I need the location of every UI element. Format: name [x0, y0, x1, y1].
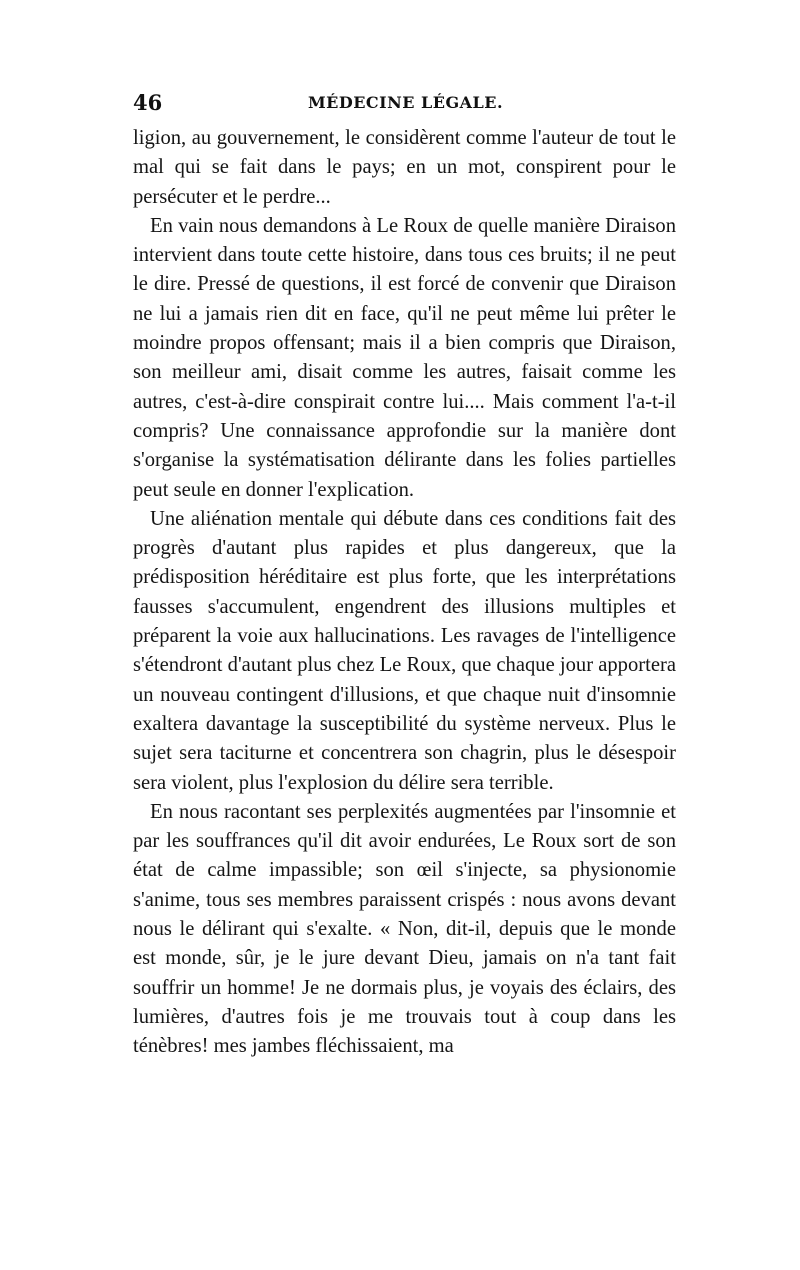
- paragraph-alienation: Une aliénation mentale qui débute dans ces conditions fait des progrès d'autant plus rapides et plus dangereux, que la prédisposition héréditaire est plus forte, que les interprétations fausses s'accumulent, engendrent des illusions multiples et préparent la voie aux hallucinations. Les ravages de l'intelligence s'étendront d'autant plus chez Le Roux, que chaque jour apportera un nouveau contingent d'illusions, et que chaque nuit d'insomnie exaltera davantage la susceptibilité du système nerveux. Plus le sujet sera taciturne et concentrera son chagrin, plus le désespoir sera violent, plus l'explosion du délire sera terrible.: [133, 507, 676, 794]
- running-head: [133, 90, 678, 120]
- paragraph-continued: ligion, au gouvernement, le considèrent comme l'auteur de tout le mal qui se fait dans le pays; en un mot, conspirent pour le persécuter et le perdre...: [133, 127, 676, 208]
- page-number: 46: [133, 90, 163, 115]
- body-text: [133, 124, 676, 1062]
- paragraph-diraison: En vain nous demandons à Le Roux de quelle manière Diraison intervient dans toute cette histoire, dans tous ces bruits; il ne peut le dire. Pressé de questions, il est forcé de convenir que Diraison ne lui a jamais rien dit en face, qu'il ne peut même lui prêter le moindre propos offensant; mais il a bien compris que Diraison, son meilleur ami, disait comme les autres, faisait comme les autres, c'est-à-dire conspirait contre lui.... Mais comment l'a-t-il compris? Une connaissance approfondie sur la manière dont s'organise la systématisation délirante dans les folies partielles peut seule en donner l'explication.: [133, 214, 676, 501]
- paragraph-insomnie: En nous racontant ses perplexités augmentées par l'insomnie et par les souffrances qu'il dit avoir endurées, Le Roux sort de son état de calme impassible; son œil s'injecte, sa physionomie s'anime, tous ses membres paraissent crispés : nous avons devant nous le délirant qui s'exalte. « Non, dit-il, depuis que le monde est monde, sûr, je le jure devant Dieu, jamais on n'a tant fait souffrir un homme! Je ne dormais plus, je voyais des éclairs, des lumières, d'autres fois je me trouvais tout à coup dans les ténèbres! mes jambes fléchissaient, ma: [133, 800, 676, 1058]
- running-title: MÉDECINE LÉGALE.: [307, 93, 504, 112]
